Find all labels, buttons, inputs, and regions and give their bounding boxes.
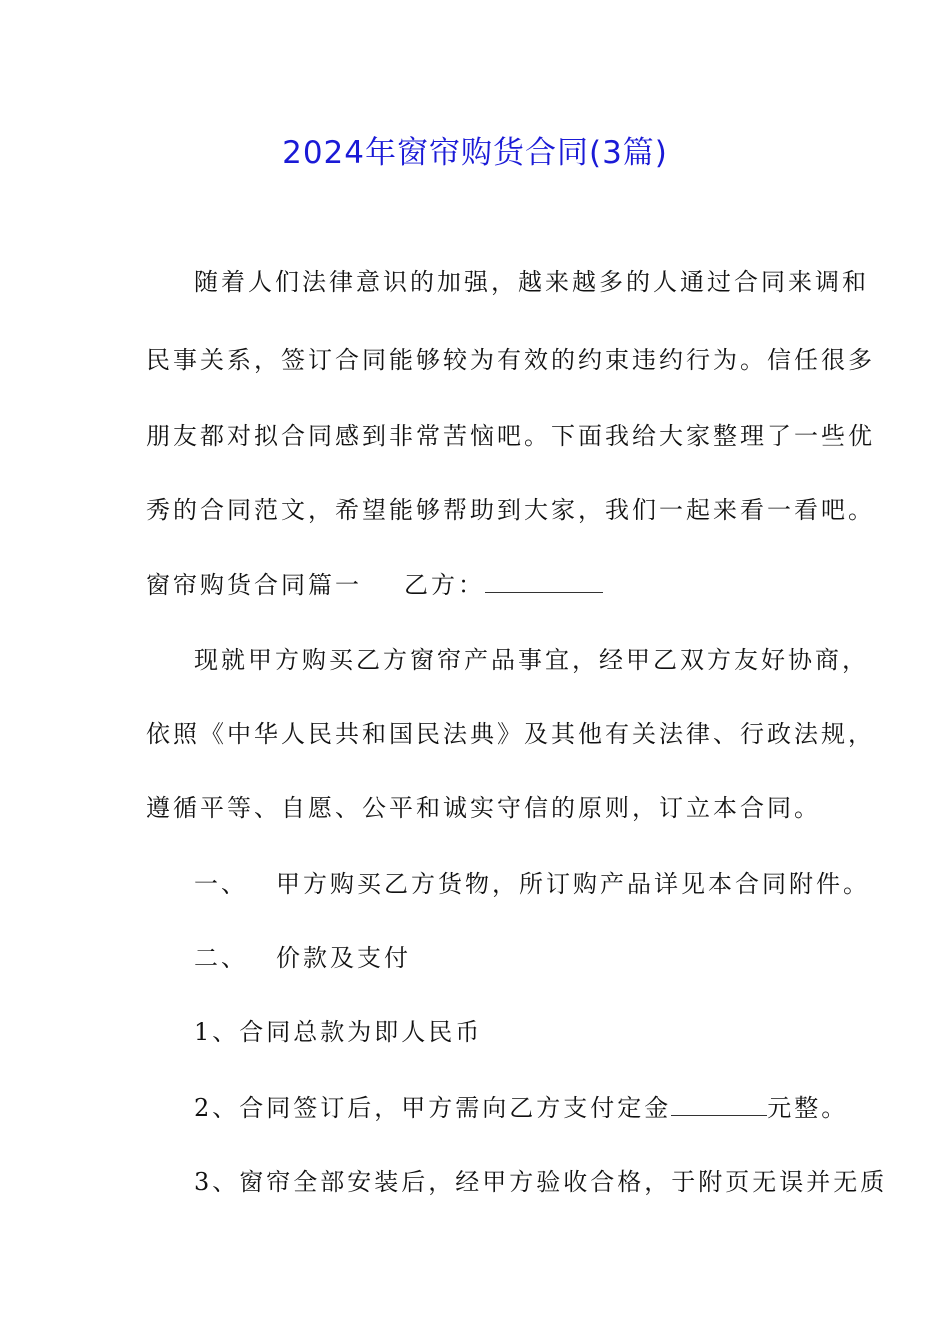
clause-two-text: 价款及支付 xyxy=(276,944,411,972)
party-b-label: 乙方： xyxy=(404,571,485,599)
body-line-3: 遵循平等、自愿、公平和诚实守信的原则，订立本合同。 xyxy=(146,794,821,822)
clause-one-text: 甲方购买乙方货物，所订购产品详见本合同附件。 xyxy=(276,870,870,898)
clause-one-number: 一、 xyxy=(194,870,248,898)
body-line-2: 依照《中华人民共和国民法典》及其他有关法律、行政法规， xyxy=(146,720,875,748)
clause-two xyxy=(194,938,808,978)
section-heading: 窗帘购货合同篇一 xyxy=(146,571,362,599)
payment-item-2-text: 2、合同签订后，甲方需向乙方支付定金 xyxy=(194,1094,672,1122)
intro-line-4: 秀的合同范文，希望能够帮助到大家，我们一起来看一看吧。 xyxy=(146,496,875,524)
payment-item-3: 3、窗帘全部安装后，经甲方验收合格，于附页无误并无质 xyxy=(194,1168,888,1196)
intro-line-1: 随着人们法律意识的加强，越来越多的人通过合同来调和 xyxy=(194,268,869,296)
intro-line-3: 朋友都对拟合同感到非常苦恼吧。下面我给大家整理了一些优 xyxy=(146,422,875,450)
intro-line-2: 民事关系，签订合同能够较为有效的约束违约行为。信任很多 xyxy=(146,346,875,374)
body-line-1: 现就甲方购买乙方窗帘产品事宜，经甲乙双方友好协商， xyxy=(194,646,869,674)
clause-one xyxy=(194,864,870,904)
payment-item-2-suffix: 元整。 xyxy=(767,1094,849,1122)
payment-item-1: 1、合同总款为即人民币 xyxy=(194,1018,483,1046)
payment-item-2 xyxy=(194,1088,849,1128)
deposit-amount-blank xyxy=(671,1089,767,1116)
party-b-blank xyxy=(485,566,603,593)
section-heading-row xyxy=(146,565,808,605)
clause-two-number: 二、 xyxy=(194,944,248,972)
document-title: 2024年窗帘购货合同(3篇) xyxy=(282,135,668,171)
